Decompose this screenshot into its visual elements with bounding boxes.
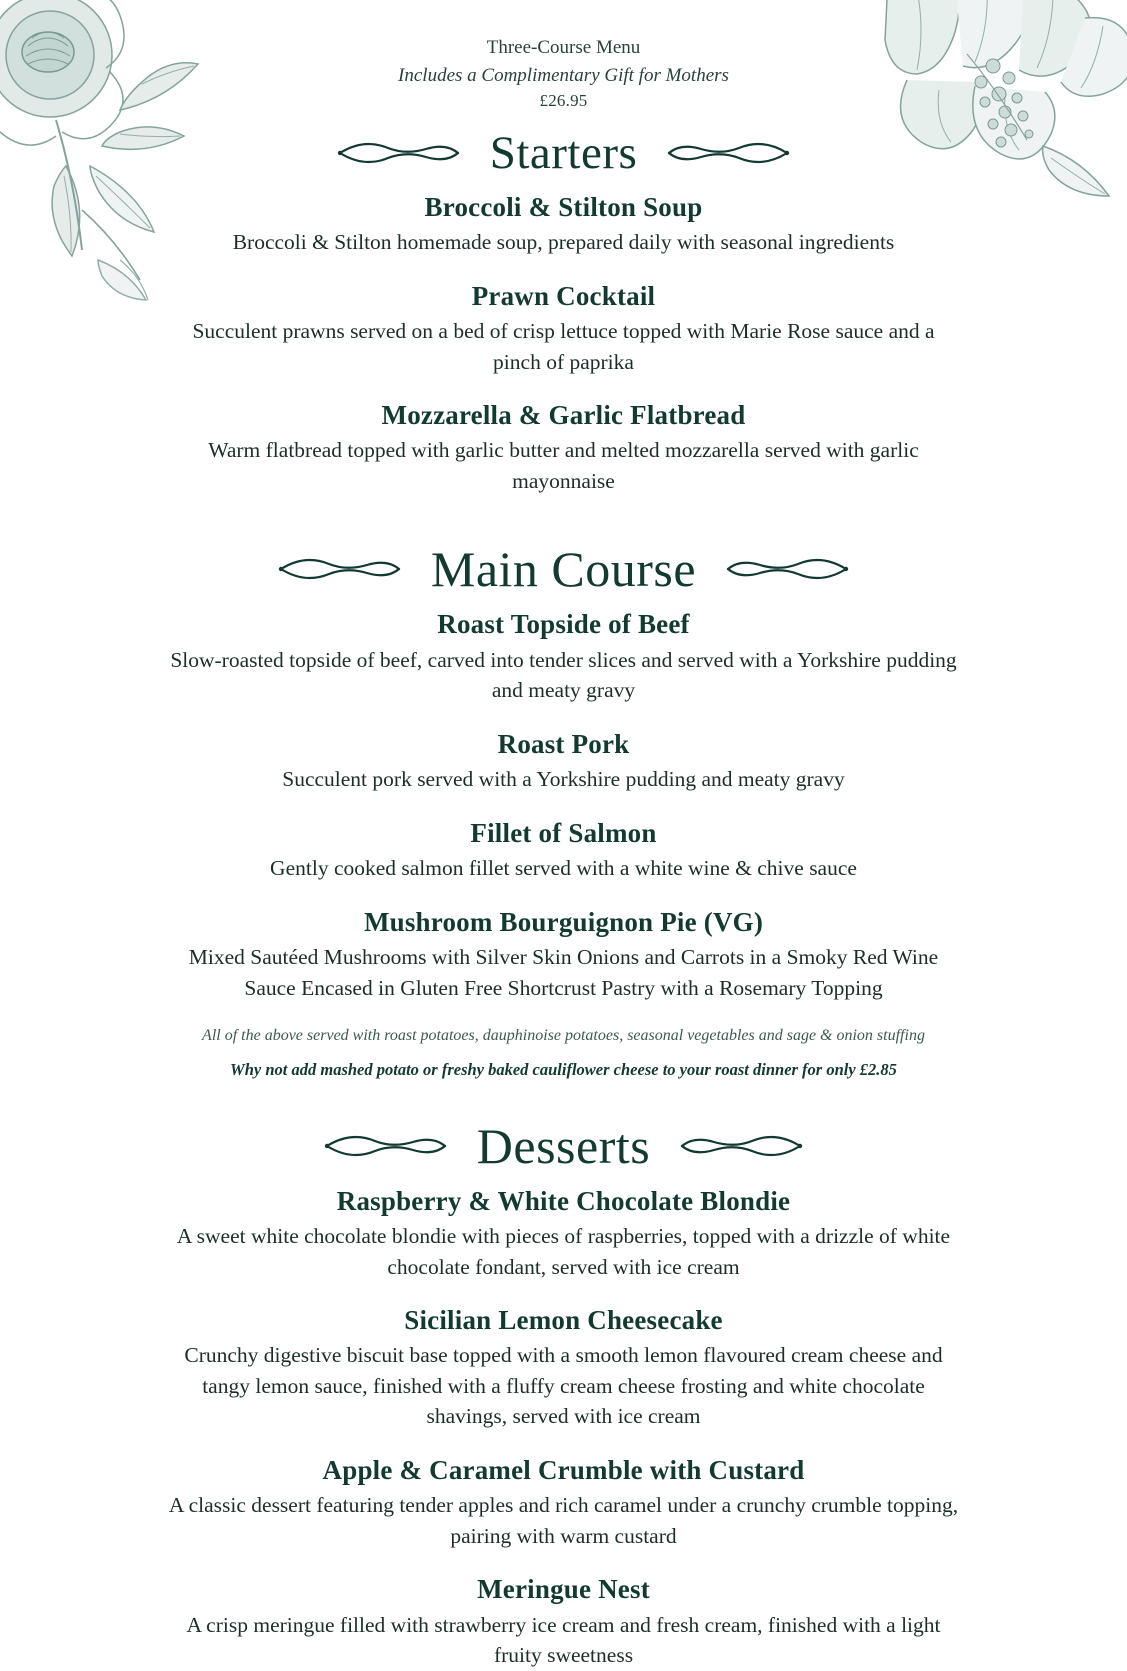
menu-item-name: Prawn Cocktail [471, 280, 656, 311]
menu-item-name: Sicilian Lemon Cheesecake [404, 1305, 723, 1336]
section-heading-starters [0, 126, 1127, 179]
section-desserts [0, 1117, 1127, 1671]
menu-item-description: Warm flatbread topped with garlic butter and melted mozzarella served with garlic mayonnaise [208, 438, 919, 493]
ornamental-swirl-left-icon [321, 1129, 451, 1163]
menu-item-description: Broccoli & Stilton homemade soup, prepared daily with seasonal ingredients [232, 230, 895, 255]
menu-item [169, 728, 959, 795]
menu-item-name: Fillet of Salmon [470, 817, 657, 848]
menu-item-description: Succulent pork served with a Yorkshire pudding and meaty gravy [282, 767, 845, 792]
menu-item-description: Succulent prawns served on a bed of crisp lettuce topped with Marie Rose sauce and a pinch of paprika [192, 319, 935, 374]
menu-item [169, 1185, 959, 1282]
menu-price: £26.95 [539, 91, 588, 111]
menu-item-name: Mushroom Bourguignon Pie (VG) [363, 906, 764, 937]
section-title: Main Course [430, 541, 697, 598]
menu-item [169, 280, 959, 377]
ornamental-swirl-right-icon [676, 1129, 806, 1163]
section-main-course [0, 541, 1127, 1080]
ornamental-swirl-right-icon [663, 136, 793, 170]
menu-intro [0, 34, 1127, 114]
section-heading-main-course [0, 541, 1127, 598]
menu-intro-title: Three-Course Menu [486, 37, 641, 58]
menu-item-name: Meringue Nest [477, 1574, 650, 1605]
menu-item [169, 1573, 959, 1670]
menu-item [169, 1304, 959, 1432]
menu-item-description: Gently cooked salmon fillet served with a white wine & chive sauce [270, 856, 857, 881]
menu-item-name: Roast Topside of Beef [437, 609, 690, 640]
menu-item [169, 1454, 959, 1551]
menu-item [169, 608, 959, 705]
menu-item-name: Broccoli & Stilton Soup [424, 191, 703, 222]
menu-item-description: A classic dessert featuring tender apples and rich caramel under a crunchy crumble topping, pairing with warm custard [168, 1493, 959, 1548]
ornamental-swirl-left-icon [334, 136, 464, 170]
menu-item-name: Mozzarella & Garlic Flatbread [381, 400, 746, 431]
menu-item-description: A crisp meringue filled with strawberry ice cream and fresh cream, finished with a light fruity sweetness [186, 1612, 941, 1668]
section-starters [0, 126, 1127, 497]
menu-item-name: Apple & Caramel Crumble with Custard [322, 1454, 805, 1485]
menu-item [169, 399, 959, 496]
ornamental-swirl-right-icon [722, 552, 852, 586]
menu-item-description: Slow-roasted topside of beef, carved into tender slices and served with a Yorkshire pudding and meaty gravy [170, 647, 957, 703]
main-course-notes [164, 1025, 964, 1080]
menu-item-description: Mixed Sautéed Mushrooms with Silver Skin Onions and Carrots in a Smoky Red Wine Sauce Encased in Gluten Free Shortcrust Pastry with a Rosemary Topping [188, 945, 939, 1000]
section-title: Desserts [476, 1117, 651, 1174]
served-with-note: All of the above served with roast potatoes, dauphinoise potatoes, seasonal vegetables and sage & onion stuffing [202, 1027, 925, 1045]
menu-intro-subtitle: Includes a Complimentary Gift for Mothers [398, 64, 729, 86]
upsell-note: Why not add mashed potato or freshy baked cauliflower cheese to your roast dinner for only £2.85 [230, 1059, 897, 1079]
menu-item-description: A sweet white chocolate blondie with pieces of raspberries, topped with a drizzle of white chocolate fondant, served with ice cream [176, 1224, 951, 1279]
section-heading-desserts [0, 1117, 1127, 1174]
menu-item-description: Crunchy digestive biscuit base topped with a smooth lemon flavoured cream cheese and tangy lemon sauce, finished with a fluffy cream cheese frosting and white chocolate shavings, served with ice cream [184, 1343, 943, 1429]
menu-item [169, 191, 959, 258]
menu-item-name: Raspberry & White Chocolate Blondie [336, 1185, 791, 1216]
menu-item [169, 817, 959, 884]
menu-item [169, 906, 959, 1003]
section-title: Starters [489, 126, 638, 179]
menu-item-name: Roast Pork [497, 728, 630, 759]
ornamental-swirl-left-icon [275, 552, 405, 586]
